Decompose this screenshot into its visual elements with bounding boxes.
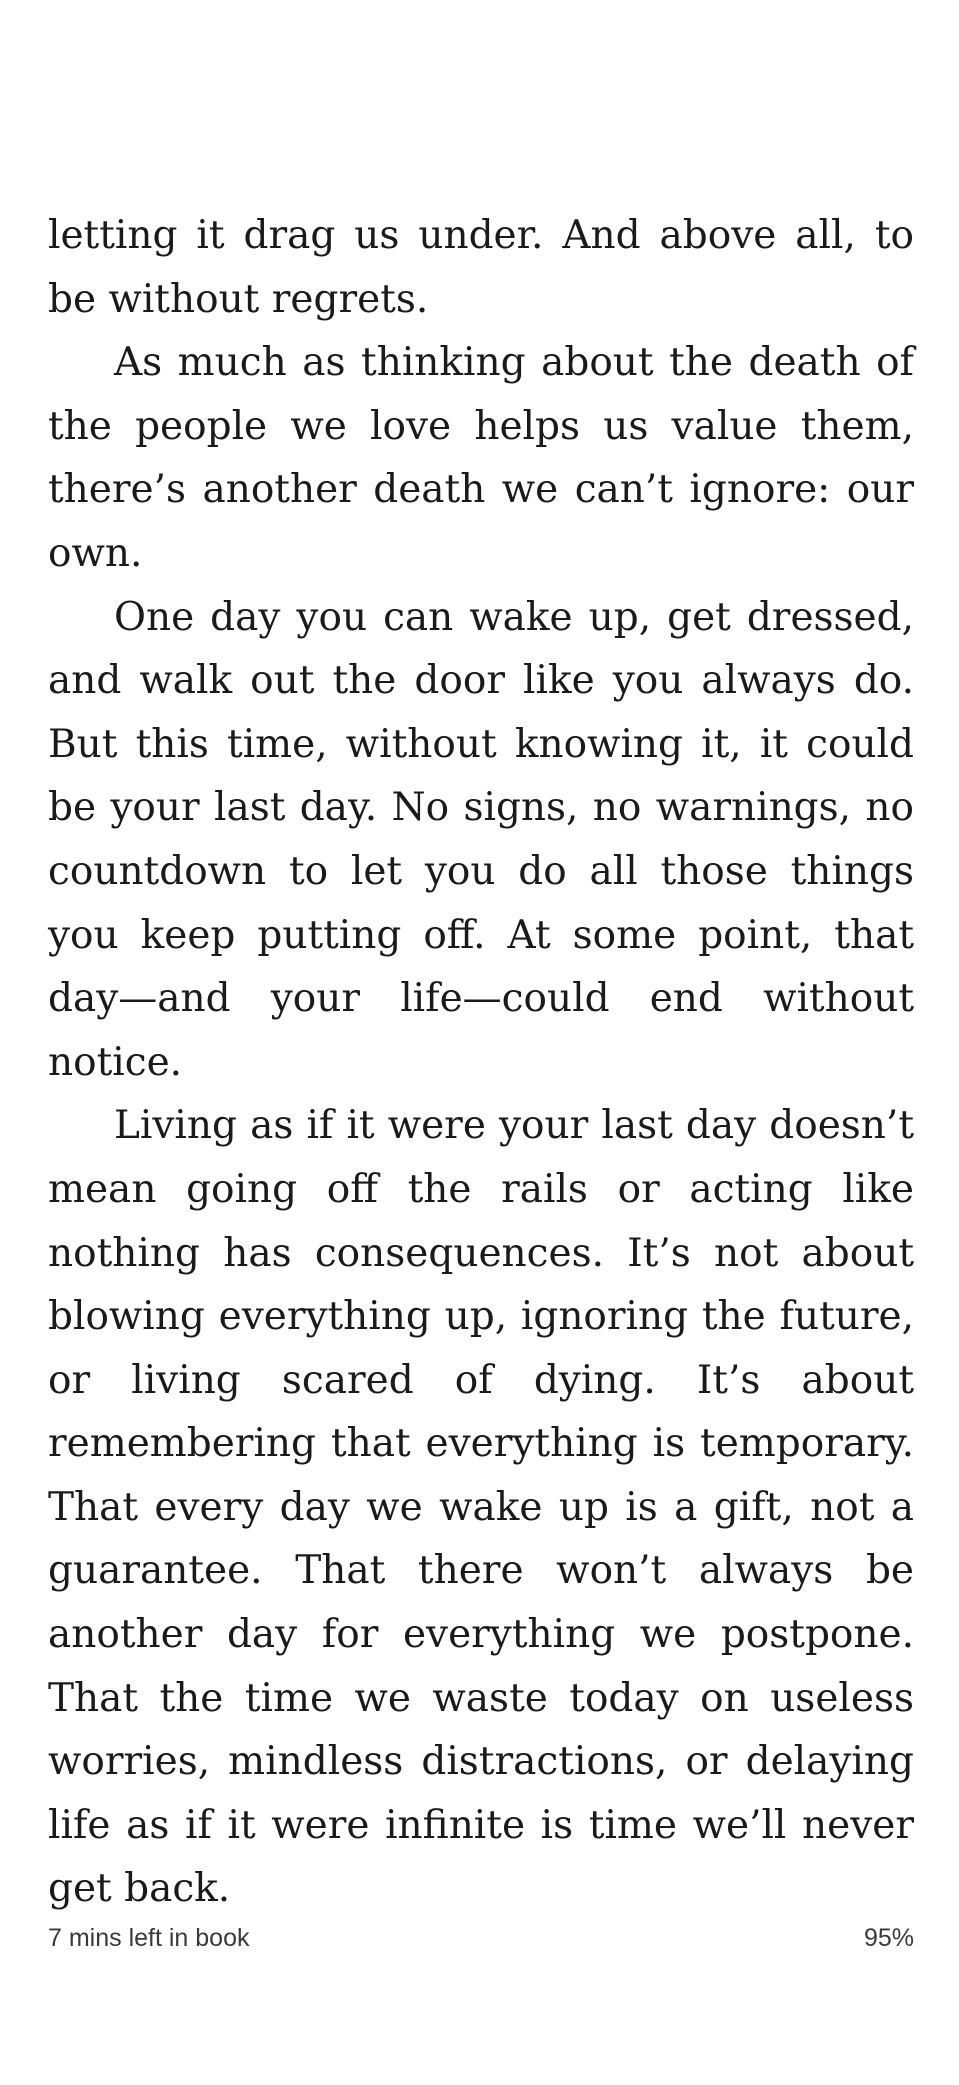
time-left-in-book[interactable]: 7 mins left in book — [48, 1924, 250, 1952]
paragraph-4: Living as if it were your last day doesn’t mean going off the rails or acting like nothing has consequences. It’s not about blowing everything up, ignoring the future, or living scared of dying. It’s about remembering that everything is temporary. That every day we wake up is a gift, not a guarantee. That there won’t always be another day for everything we postpone. That the time we waste today on useless worries, mindless distractions, or delaying life as if it were infinite is time we’ll never get back. — [48, 1103, 914, 1912]
reading-progress-percent[interactable]: 95% — [863, 1924, 914, 1952]
paragraph-2: As much as thinking about the death of the people we love helps us value them, there’s another death we can’t ignore: our own. — [48, 340, 914, 576]
reader-footer — [48, 1924, 914, 1964]
book-text — [48, 204, 914, 1921]
paragraph-1: letting it drag us under. And above all, to be without regrets. — [48, 213, 914, 322]
paragraph-3: One day you can wake up, get dressed, and walk out the door like you always do. But this time, without knowing it, it could be your last day. No signs, no warnings, no countdown to let you do all those things you keep putting off. At some point, that day—and your life—could end without notice. — [48, 594, 914, 1085]
